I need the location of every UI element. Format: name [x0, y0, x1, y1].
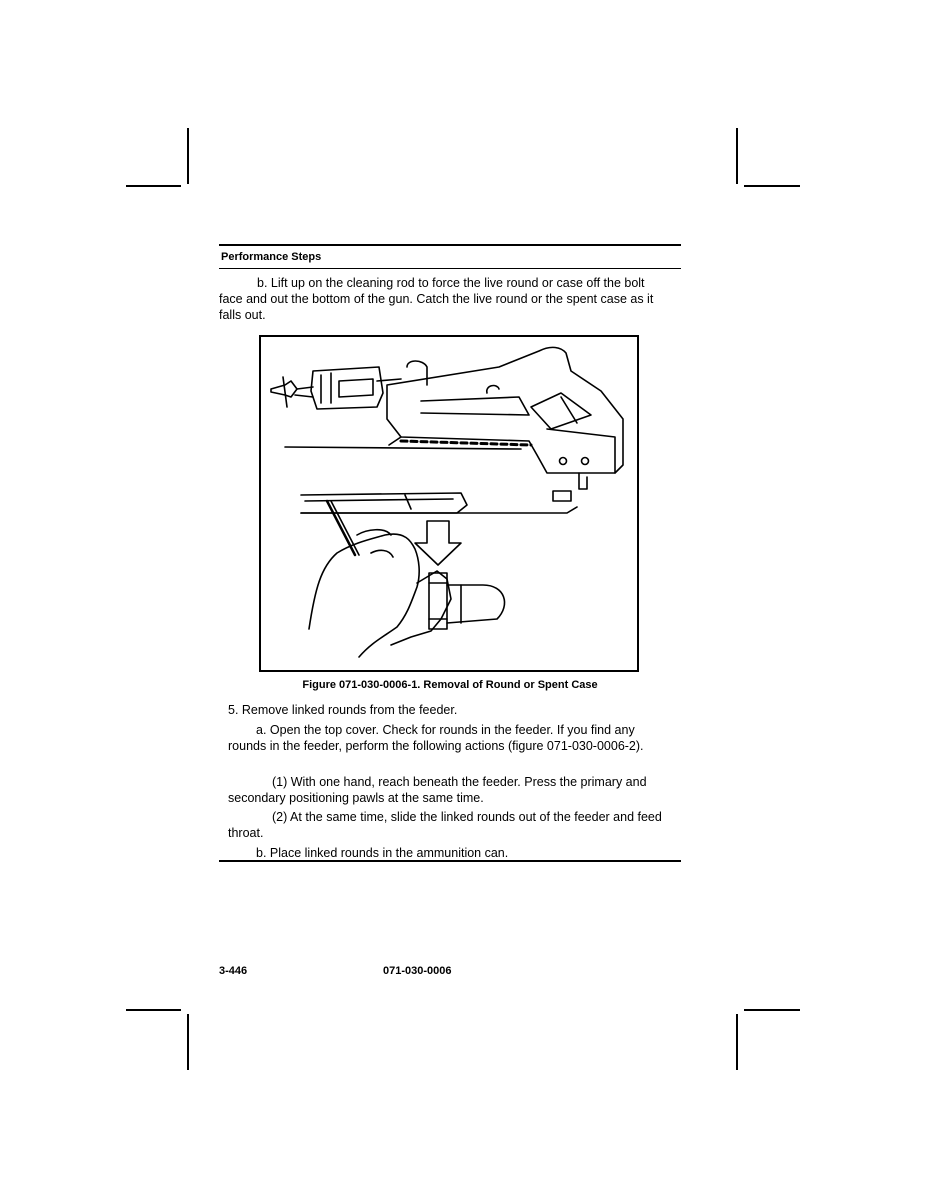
- section-end-rule: [219, 860, 681, 862]
- header-bottom-rule: [219, 268, 681, 269]
- crop-mark-top-left-vertical: [187, 128, 189, 184]
- page-number: 3-446: [219, 965, 248, 977]
- step-5-text: 5. Remove linked rounds from the feeder.: [228, 703, 458, 717]
- bolt-assembly-drawing: [271, 367, 401, 409]
- step-5a1-text: (1) With one hand, reach beneath the feeder. Press the primary and secondary positioning pawls at the same time.: [228, 775, 647, 805]
- section-title: Performance Steps: [221, 251, 322, 263]
- step-5a-text: a. Open the top cover. Check for rounds in the feeder. If you find any rounds in the feeder, perform the following actions (figure 071-030-0006-2).: [228, 723, 644, 753]
- crop-mark-top-left-horizontal: [126, 185, 181, 187]
- figure-caption: Figure 071-030-0006-1. Removal of Round or Spent Case: [302, 679, 598, 691]
- crop-mark-bottom-right-vertical: [736, 1014, 738, 1070]
- figure-illustration: [259, 335, 639, 672]
- crop-mark-bottom-left-vertical: [187, 1014, 189, 1070]
- step-5b-text: b. Place linked rounds in the ammunition can.: [256, 846, 509, 860]
- step-b-rod-text: b. Lift up on the cleaning rod to force the live round or case off the bolt face and out the bottom of the gun. Catch the live round or the spent case as it falls out.: [219, 276, 654, 322]
- crop-mark-top-right-horizontal: [744, 185, 800, 187]
- down-arrow-drawing: [415, 521, 461, 565]
- crop-mark-bottom-right-horizontal: [744, 1009, 800, 1011]
- barrel-drawing: [301, 493, 577, 555]
- crop-mark-bottom-left-horizontal: [126, 1009, 181, 1011]
- header-top-rule: [219, 244, 681, 246]
- crop-mark-top-right-vertical: [736, 128, 738, 184]
- task-number: 071-030-0006: [383, 965, 452, 977]
- step-5a2-text: (2) At the same time, slide the linked rounds out of the feeder and feed throat.: [228, 810, 662, 840]
